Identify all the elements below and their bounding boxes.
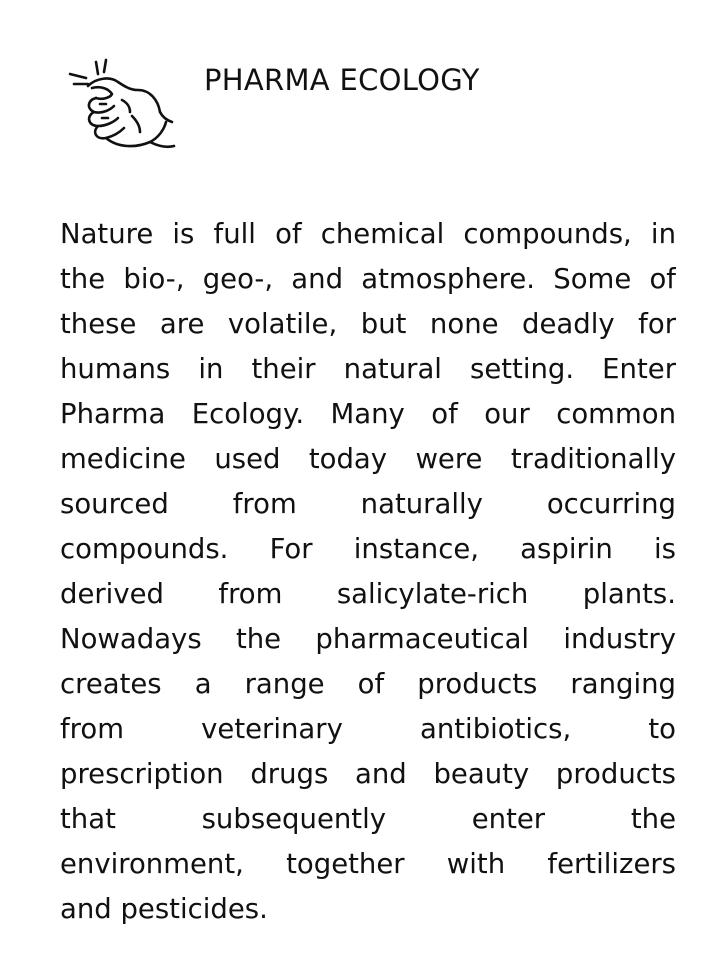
paragraph-line: medicine used today were traditionally (60, 443, 676, 475)
paragraph-line: Nowadays the pharmaceutical industry (60, 623, 676, 655)
paragraph-line: the bio-, geo-, and atmosphere. Some of (60, 263, 676, 295)
paragraph-line: compounds. For instance, aspirin is (60, 533, 676, 565)
paragraph-line: these are volatile, but none deadly for (60, 308, 676, 340)
paragraph-line: humans in their natural setting. Enter (60, 353, 676, 385)
body-paragraph (60, 212, 676, 932)
paragraph-line: Pharma Ecology. Many of our common (60, 398, 676, 430)
page-title: PHARMA ECOLOGY (204, 63, 480, 97)
paragraph-line: Nature is full of chemical compounds, in (60, 218, 676, 250)
paragraph-line: prescription drugs and beauty products (60, 758, 676, 790)
paragraph-line: that subsequently enter the (60, 803, 676, 835)
paragraph-line: creates a range of products ranging (60, 668, 676, 700)
snapping-fingers-hand-icon (66, 56, 178, 156)
paragraph-line: derived from salicylate-rich plants. (60, 578, 676, 610)
paragraph-line: environment, together with fertilizers (60, 848, 676, 880)
paragraph-line-last: and pesticides. (60, 893, 268, 925)
paragraph-line: sourced from naturally occurring (60, 488, 676, 520)
paragraph-line: from veterinary antibiotics, to (60, 713, 676, 745)
